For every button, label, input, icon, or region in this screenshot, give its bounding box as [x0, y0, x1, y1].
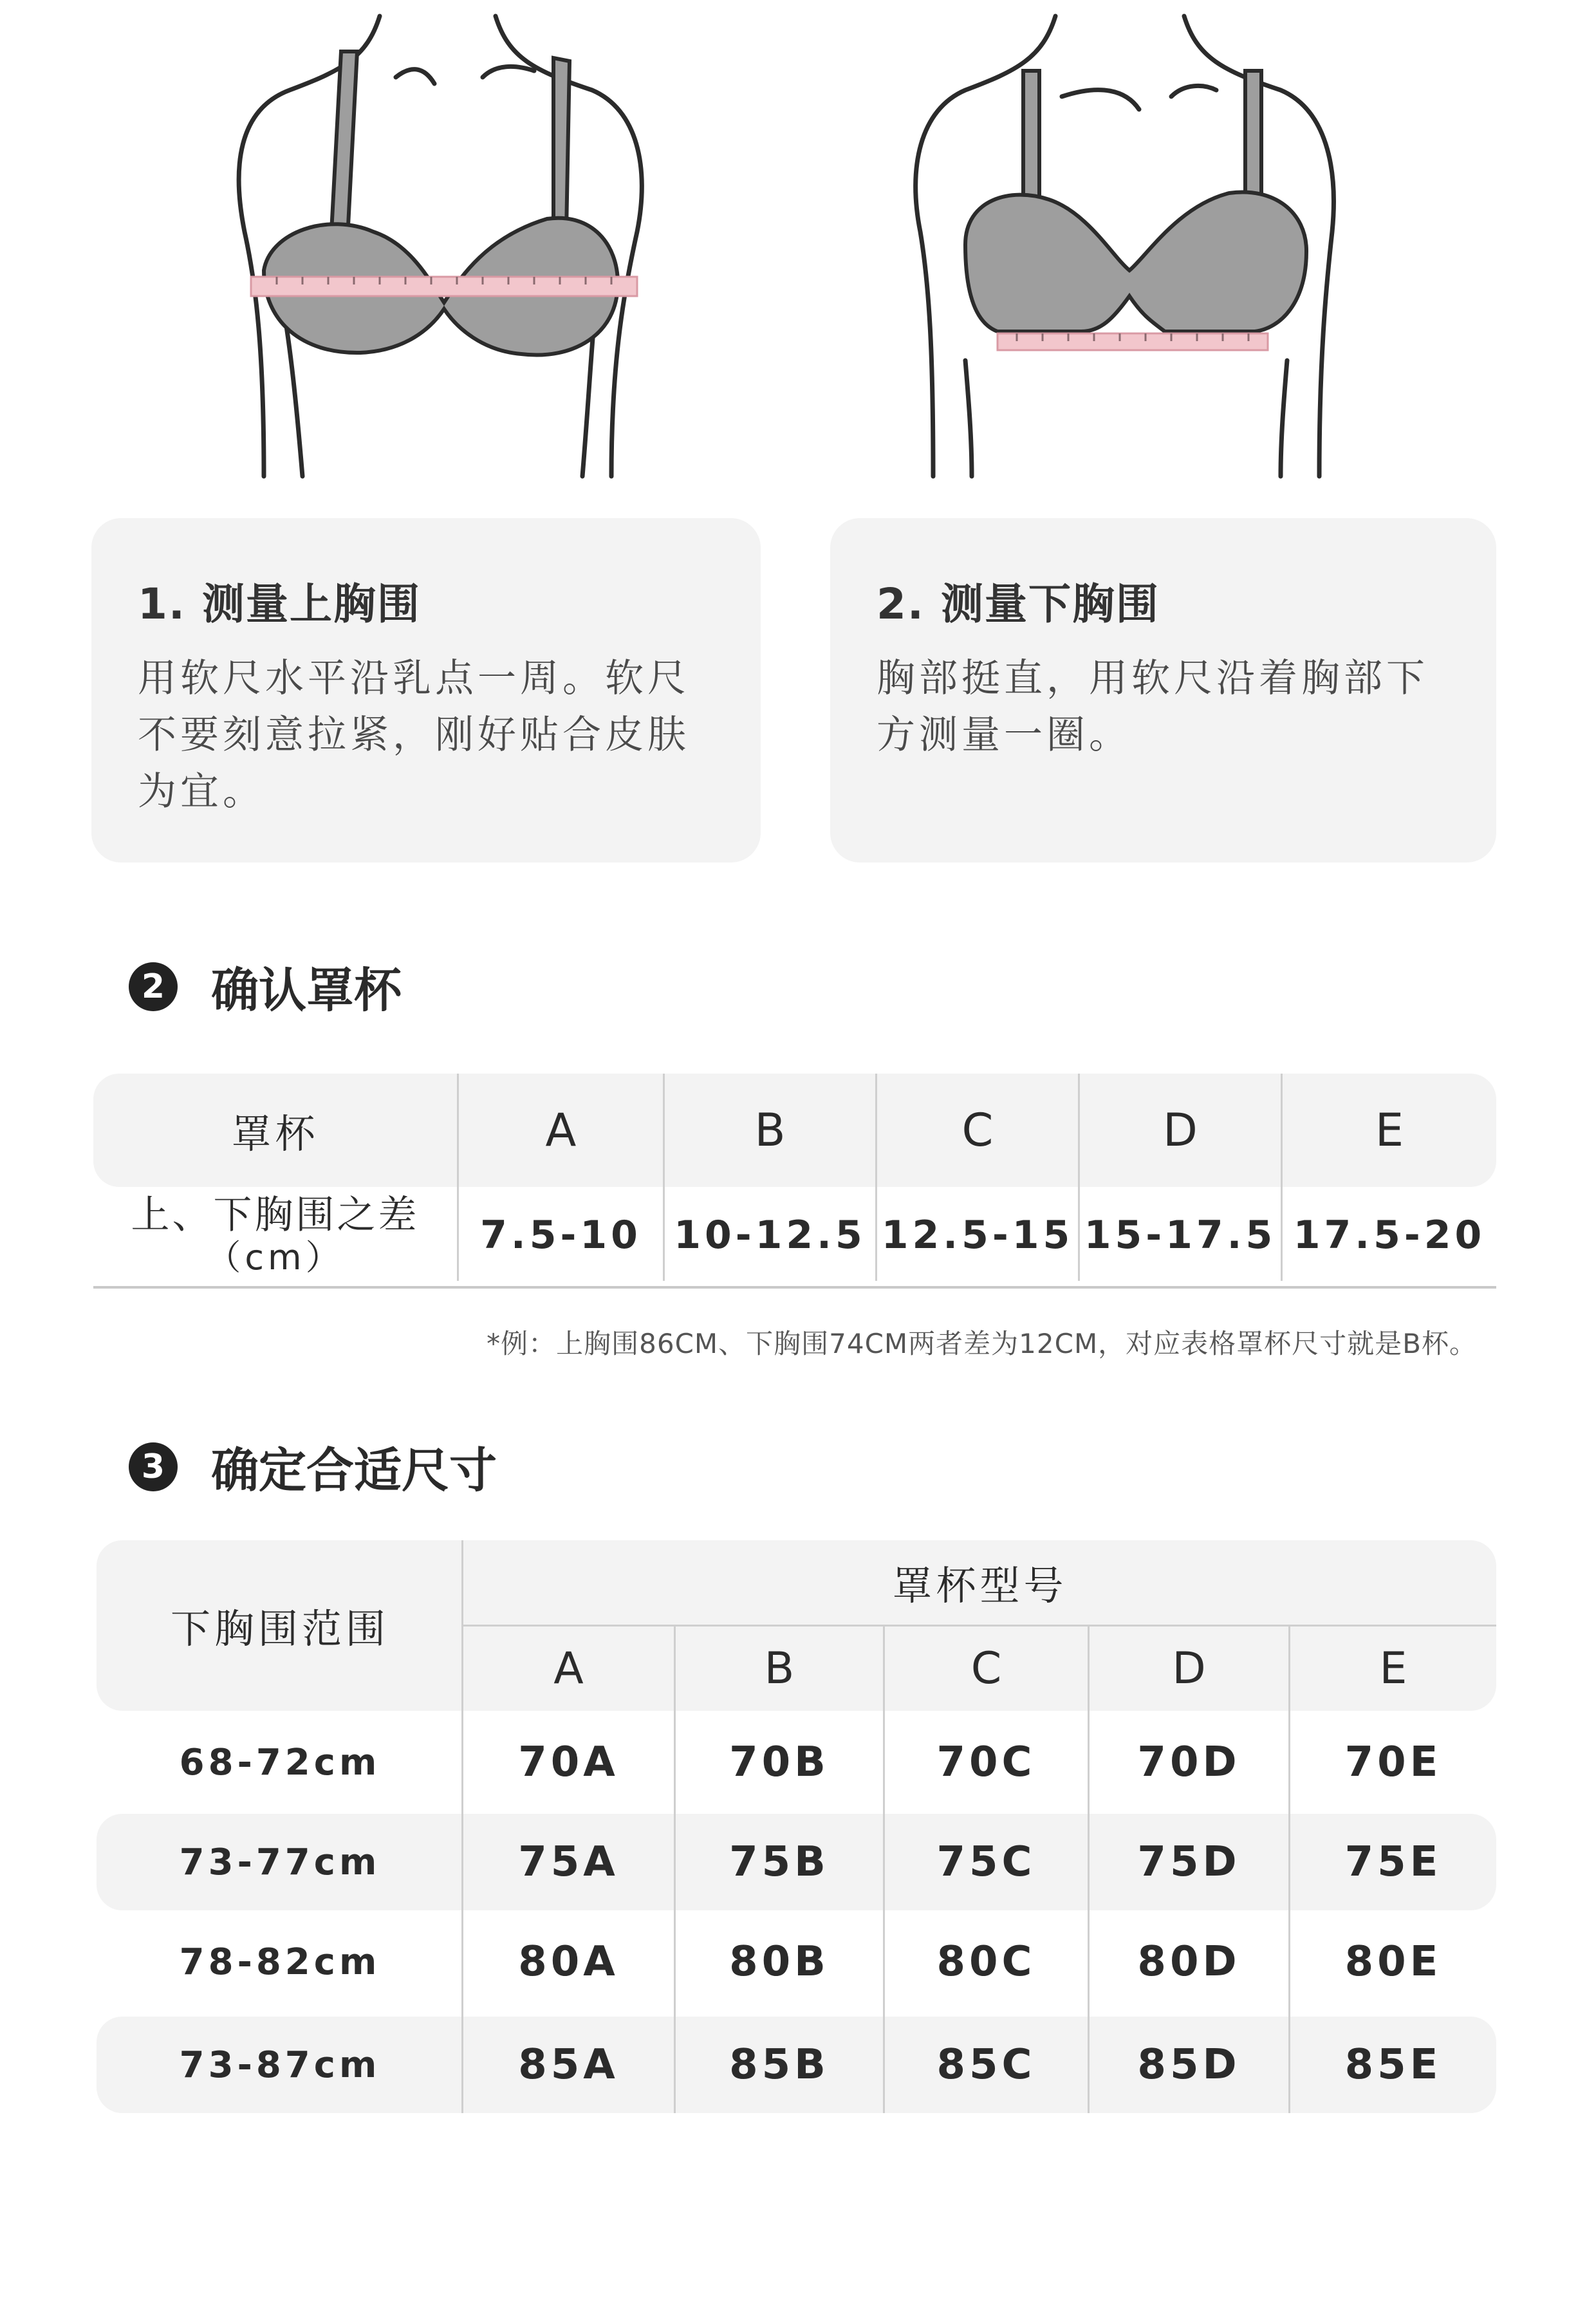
- size-cell: 80D: [1137, 1938, 1241, 1986]
- cup-letter-a: A: [545, 1104, 577, 1157]
- cup-range-a: 7.5-10: [480, 1213, 642, 1258]
- step-number-badge: 3: [129, 1442, 178, 1491]
- size-cell: 70D: [1137, 1739, 1241, 1786]
- section-determine-size: [129, 1433, 497, 1501]
- cup-letter-d: D: [1172, 1643, 1206, 1694]
- underbust-range-header: 下胸围范围: [170, 1605, 389, 1652]
- upper-bust-description: 用软尺水平沿乳点一周。软尺不要刻意拉紧，刚好贴合皮肤为宜。: [138, 656, 690, 814]
- size-cell: 70E: [1344, 1739, 1442, 1786]
- step-number-badge: 2: [129, 962, 178, 1011]
- size-cell: 75C: [936, 1838, 1036, 1886]
- cup-range-b: 10-12.5: [674, 1213, 866, 1258]
- cup-letter-e: E: [1375, 1104, 1404, 1157]
- size-cell: 75D: [1137, 1838, 1241, 1886]
- size-cell: 70B: [729, 1739, 830, 1786]
- cup-letter-e: E: [1379, 1643, 1407, 1694]
- cup-letter-d: D: [1163, 1104, 1198, 1157]
- size-cell: 80E: [1344, 1938, 1442, 1986]
- underbust-range: 73-77cm: [179, 1841, 381, 1883]
- bust-difference-text: 上、下胸围之差: [131, 1193, 420, 1238]
- bust-difference-unit: （cm）: [206, 1237, 344, 1278]
- cup-letter-b: B: [754, 1104, 786, 1157]
- measuring-tape-under: [998, 333, 1268, 350]
- cup-model-header: 罩杯型号: [892, 1562, 1068, 1609]
- cup-range-e: 17.5-20: [1293, 1213, 1486, 1258]
- size-table: [97, 1540, 1496, 2113]
- under-bust-card: [830, 518, 1496, 862]
- section-title-text: 确认罩杯: [211, 963, 402, 1018]
- size-cell: 85E: [1344, 2041, 1442, 2089]
- upper-bust-illustration: [212, 0, 701, 489]
- size-cell: 70C: [936, 1739, 1036, 1786]
- table-bottom-rule: [93, 1286, 1496, 1289]
- cup-range-c: 12.5-15: [881, 1213, 1074, 1258]
- size-cell: 80B: [729, 1938, 830, 1986]
- bra-shape: [965, 71, 1306, 331]
- size-cell: 85D: [1137, 2041, 1241, 2089]
- size-cell: 75E: [1344, 1838, 1442, 1886]
- size-cell: 85C: [936, 2041, 1036, 2089]
- underbust-range: 73-87cm: [179, 2044, 381, 2086]
- cup-letter-c: C: [970, 1643, 1002, 1694]
- under-bust-illustration: [895, 0, 1384, 489]
- underbust-range: 78-82cm: [179, 1941, 381, 1983]
- example-note: *例：上胸围86CM、下胸围74CM两者差为12CM，对应表格罩杯尺寸就是B杯。: [487, 1328, 1477, 1359]
- section-title-text: 确定合适尺寸: [211, 1443, 497, 1498]
- size-cell: 70A: [518, 1739, 619, 1786]
- size-cell: 75B: [729, 1838, 830, 1886]
- upper-bust-title: 1. 测量上胸围: [138, 579, 421, 629]
- bust-difference-label: [93, 1187, 457, 1286]
- size-cell: 85A: [518, 2041, 619, 2089]
- under-bust-title: 2. 测量下胸围: [877, 579, 1160, 629]
- cup-letter-a: A: [553, 1643, 584, 1694]
- measuring-tape-upper: [251, 277, 637, 296]
- section-confirm-cup: [129, 953, 402, 1021]
- cup-range-d: 15-17.5: [1084, 1213, 1277, 1258]
- cup-header-label: 罩杯: [231, 1110, 319, 1157]
- bra-shape: [264, 51, 618, 355]
- cup-letter-c: C: [961, 1104, 994, 1157]
- upper-bust-card: [91, 518, 761, 862]
- cup-letter-b: B: [764, 1643, 795, 1694]
- size-cell: 75A: [518, 1838, 619, 1886]
- size-cell: 85B: [729, 2041, 830, 2089]
- under-bust-description: 胸部挺直，用软尺沿着胸部下方测量一圈。: [877, 656, 1429, 758]
- cup-table: [93, 1074, 1496, 1292]
- size-cell: 80C: [936, 1938, 1036, 1986]
- underbust-range: 68-72cm: [179, 1741, 381, 1784]
- size-cell: 80A: [518, 1938, 619, 1986]
